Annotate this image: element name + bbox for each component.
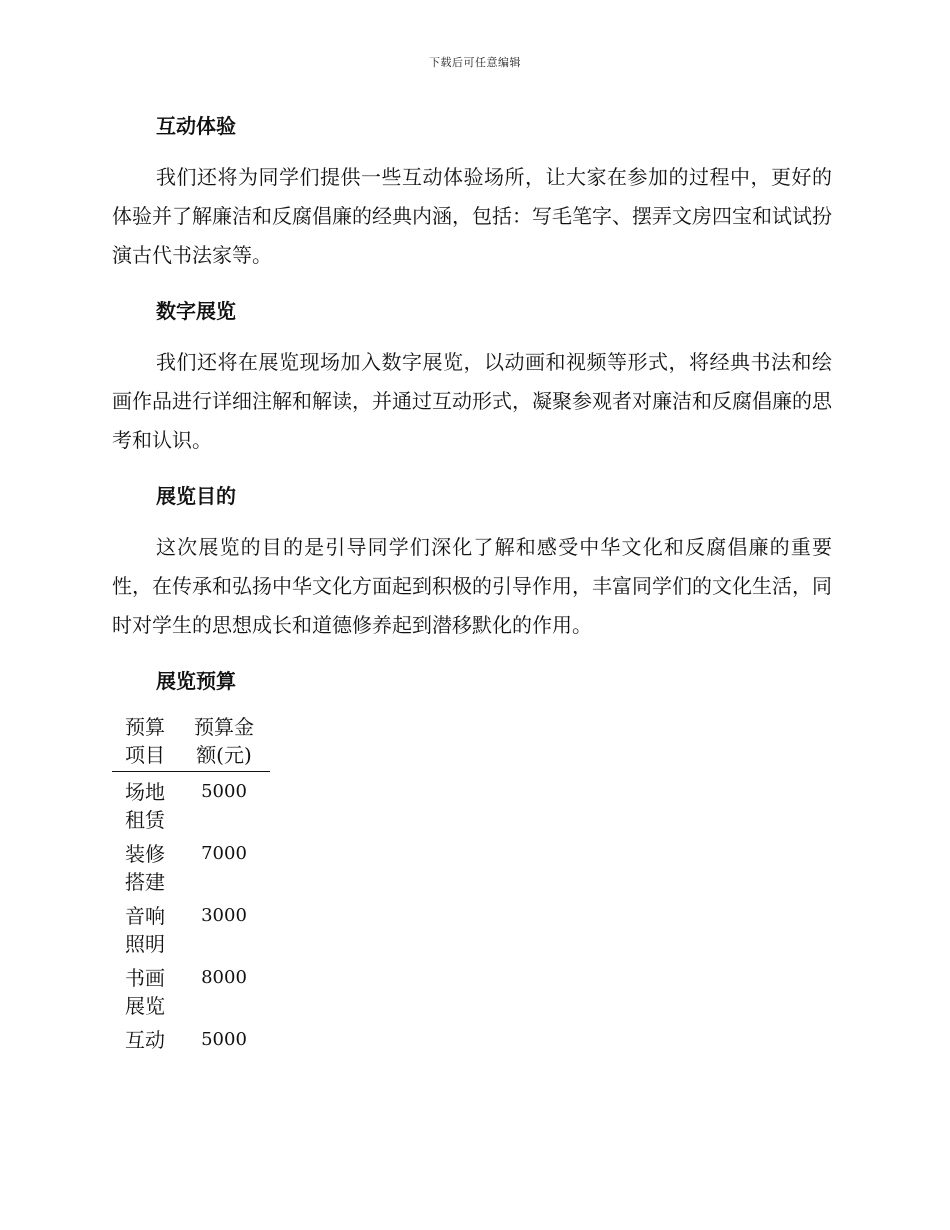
table-row	[112, 896, 270, 958]
budget-amount-cell: 3000	[201, 905, 247, 926]
section-paragraph-interactive: 我们还将为同学们提供一些互动体验场所，让大家在参加的过程中，更好的体验并了解廉洁和反腐倡廉的经典内涵，包括：写毛笔字、摆弄文房四宝和试试扮演古代书法家等。	[112, 165, 832, 267]
budget-header-item: 预算项目	[112, 713, 178, 772]
budget-item-cell: 书画展览	[125, 966, 165, 1018]
table-row	[112, 772, 270, 835]
budget-header-amount: 预算金额(元)	[178, 713, 270, 772]
budget-item-cell: 音响照明	[125, 904, 165, 956]
document-body	[112, 108, 832, 1054]
budget-item-cell: 互动	[125, 1028, 165, 1052]
budget-amount-cell: 5000	[201, 1029, 247, 1050]
section-heading-budget: 展览预算	[156, 669, 236, 693]
section-paragraph-purpose: 这次展览的目的是引导同学们深化了解和感受中华文化和反腐倡廉的重要性，在传承和弘扬中华文化方面起到积极的引导作用，丰富同学们的文化生活，同时对学生的思想成长和道德修养起到潜移默化的作用。	[112, 535, 832, 637]
budget-table	[112, 713, 270, 1054]
budget-amount-cell: 7000	[201, 843, 247, 864]
budget-item-cell: 场地租赁	[125, 780, 165, 832]
budget-amount-cell: 5000	[201, 781, 247, 802]
budget-item-cell: 装修搭建	[125, 842, 165, 894]
page-header-note: 下载后可任意编辑	[429, 56, 521, 69]
table-row	[112, 958, 270, 1020]
section-paragraph-digital: 我们还将在展览现场加入数字展览，以动画和视频等形式，将经典书法和绘画作品进行详细注解和解读，并通过互动形式，凝聚参观者对廉洁和反腐倡廉的思考和认识。	[112, 350, 832, 452]
section-heading-digital: 数字展览	[156, 299, 236, 323]
table-row	[112, 1020, 270, 1054]
section-heading-interactive: 互动体验	[156, 114, 236, 138]
table-row	[112, 834, 270, 896]
budget-table-header-row	[112, 713, 270, 772]
section-heading-purpose: 展览目的	[156, 484, 236, 508]
budget-amount-cell: 8000	[201, 967, 247, 988]
